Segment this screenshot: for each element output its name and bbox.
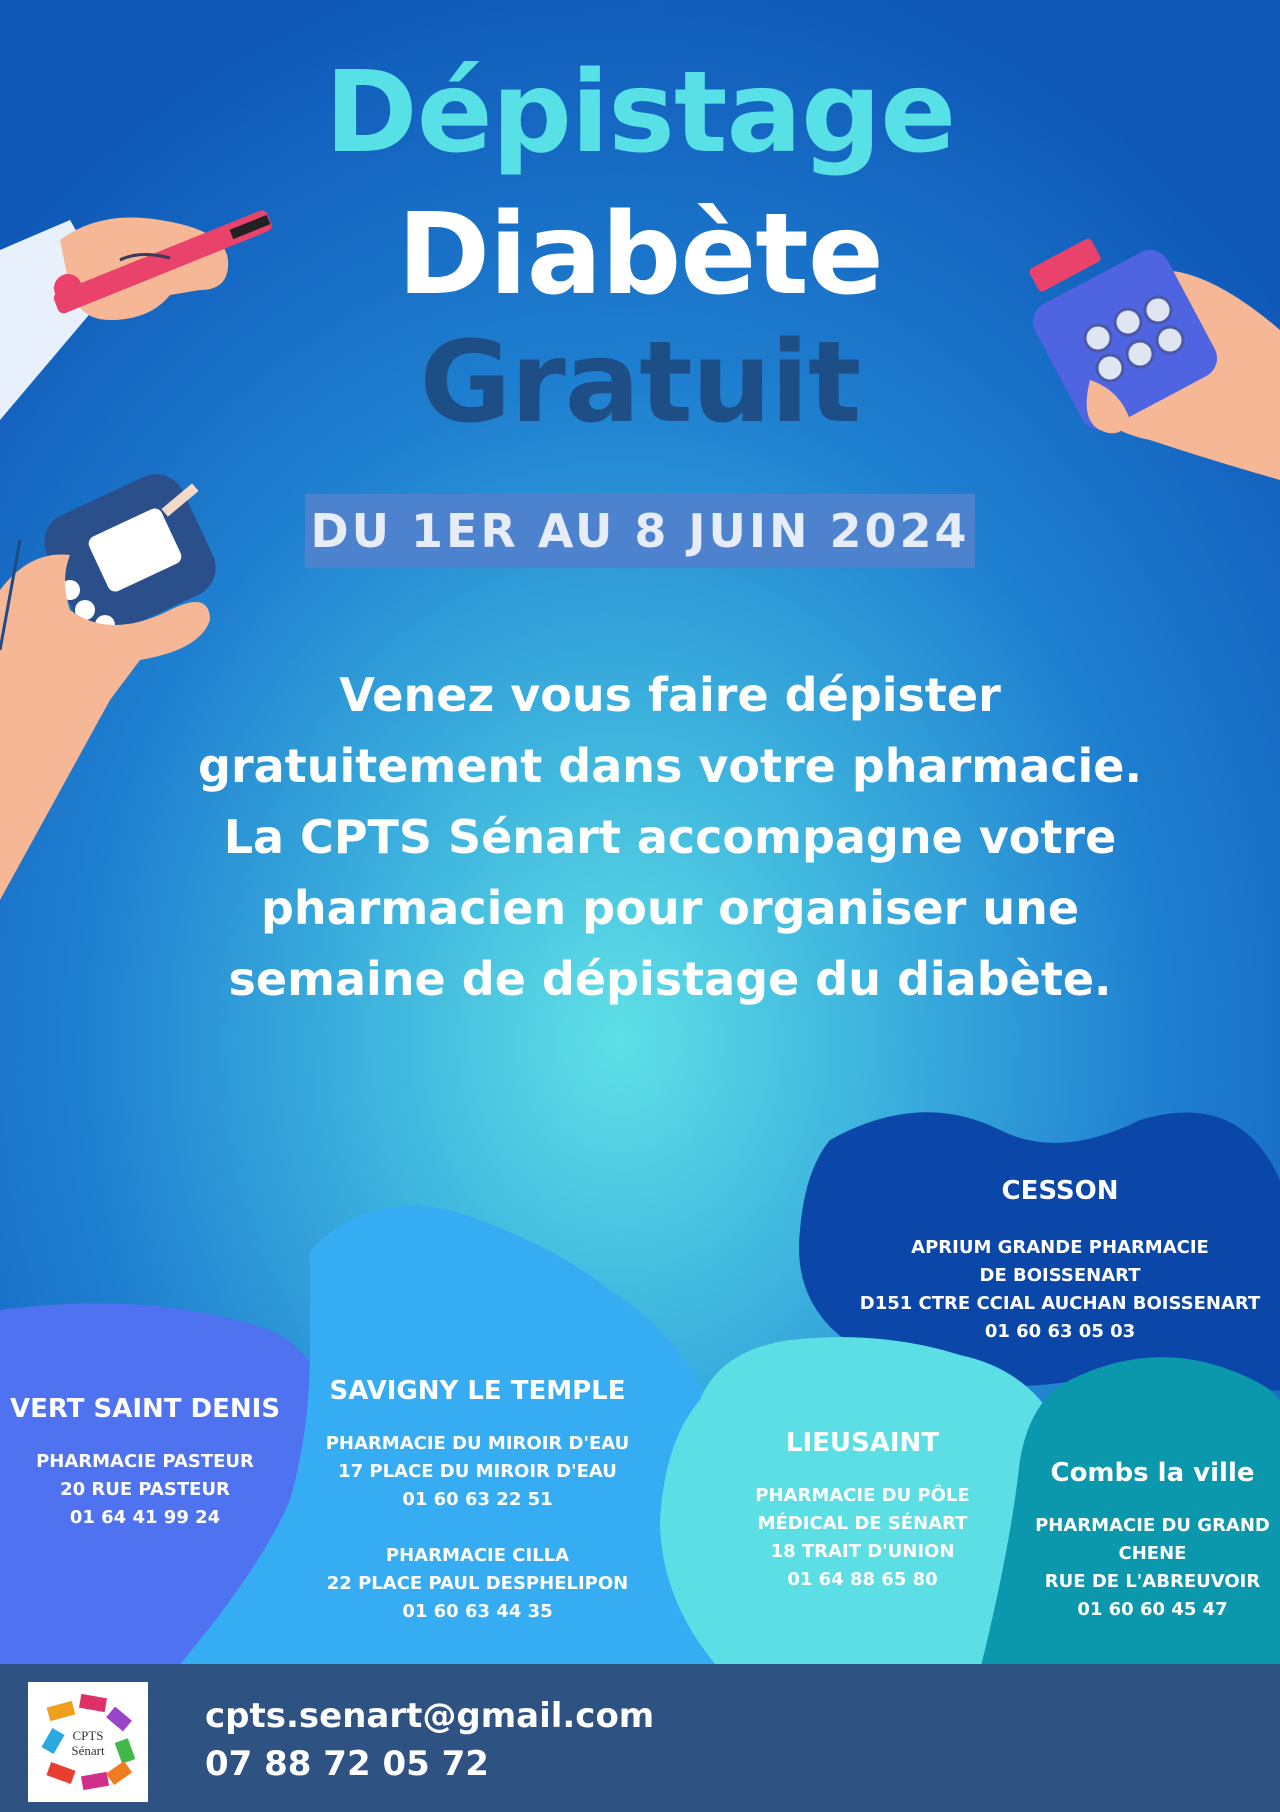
lieusaint-details: PHARMACIE DU PÔLE MÉDICAL DE SÉNART 18 TRAIT D'UNION 01 64 88 65 80: [755, 1485, 970, 1590]
savigny-location: [300, 1376, 655, 1626]
vert-saint-denis-details: PHARMACIE PASTEUR 20 RUE PASTEUR 01 64 41 99 24: [36, 1451, 254, 1528]
footer-phone[interactable]: 07 88 72 05 72: [205, 1744, 489, 1784]
title-line-diabete: Diabète: [397, 190, 883, 320]
date-banner: DU 1ER AU 8 JUIN 2024: [305, 494, 975, 568]
combs-details: PHARMACIE DU GRAND CHENE RUE DE L'ABREUVOIR 01 60 60 45 47: [1035, 1515, 1270, 1620]
logo-text-cpts: CPTS: [72, 1728, 104, 1743]
logo-text-senart: Sénart: [71, 1743, 105, 1758]
vert-saint-denis-city: VERT SAINT DENIS: [9, 1394, 281, 1424]
combs-city: Combs la ville: [1050, 1458, 1255, 1488]
vert-saint-denis-location: [0, 1394, 290, 1532]
title-line-depistage: Dépistage: [324, 48, 956, 178]
savigny-city: SAVIGNY LE TEMPLE: [329, 1376, 626, 1406]
combs-location: [1020, 1458, 1280, 1624]
cpts-senart-logo: [28, 1682, 148, 1802]
cesson-city: CESSON: [1001, 1176, 1119, 1206]
savigny-details: PHARMACIE DU MIROIR D'EAU 17 PLACE DU MIROIR D'EAU 01 60 63 22 51 PHARMACIE CILLA 22 PLACE PAUL DESPHELIPON 01 60 63 44 35: [325, 1433, 630, 1622]
title-line-gratuit: Gratuit: [419, 318, 861, 448]
cpts-logo-icon: [28, 1682, 148, 1802]
cesson-location: [840, 1176, 1280, 1346]
lieusaint-location: [720, 1428, 1005, 1594]
footer-email[interactable]: cpts.senart@gmail.com: [205, 1696, 655, 1736]
footer-bar: [0, 1664, 1280, 1812]
intro-paragraph: Venez vous faire dépister gratuitement dans votre pharmacie. La CPTS Sénart accompagne votre pharmacien pour organiser une semaine de dépistage du diabète.: [198, 668, 1142, 1006]
cesson-details: APRIUM GRANDE PHARMACIE DE BOISSENART D151 CTRE CCIAL AUCHAN BOISSENART 01 60 63 05 03: [859, 1237, 1261, 1342]
lieusaint-city: LIEUSAINT: [785, 1428, 940, 1458]
